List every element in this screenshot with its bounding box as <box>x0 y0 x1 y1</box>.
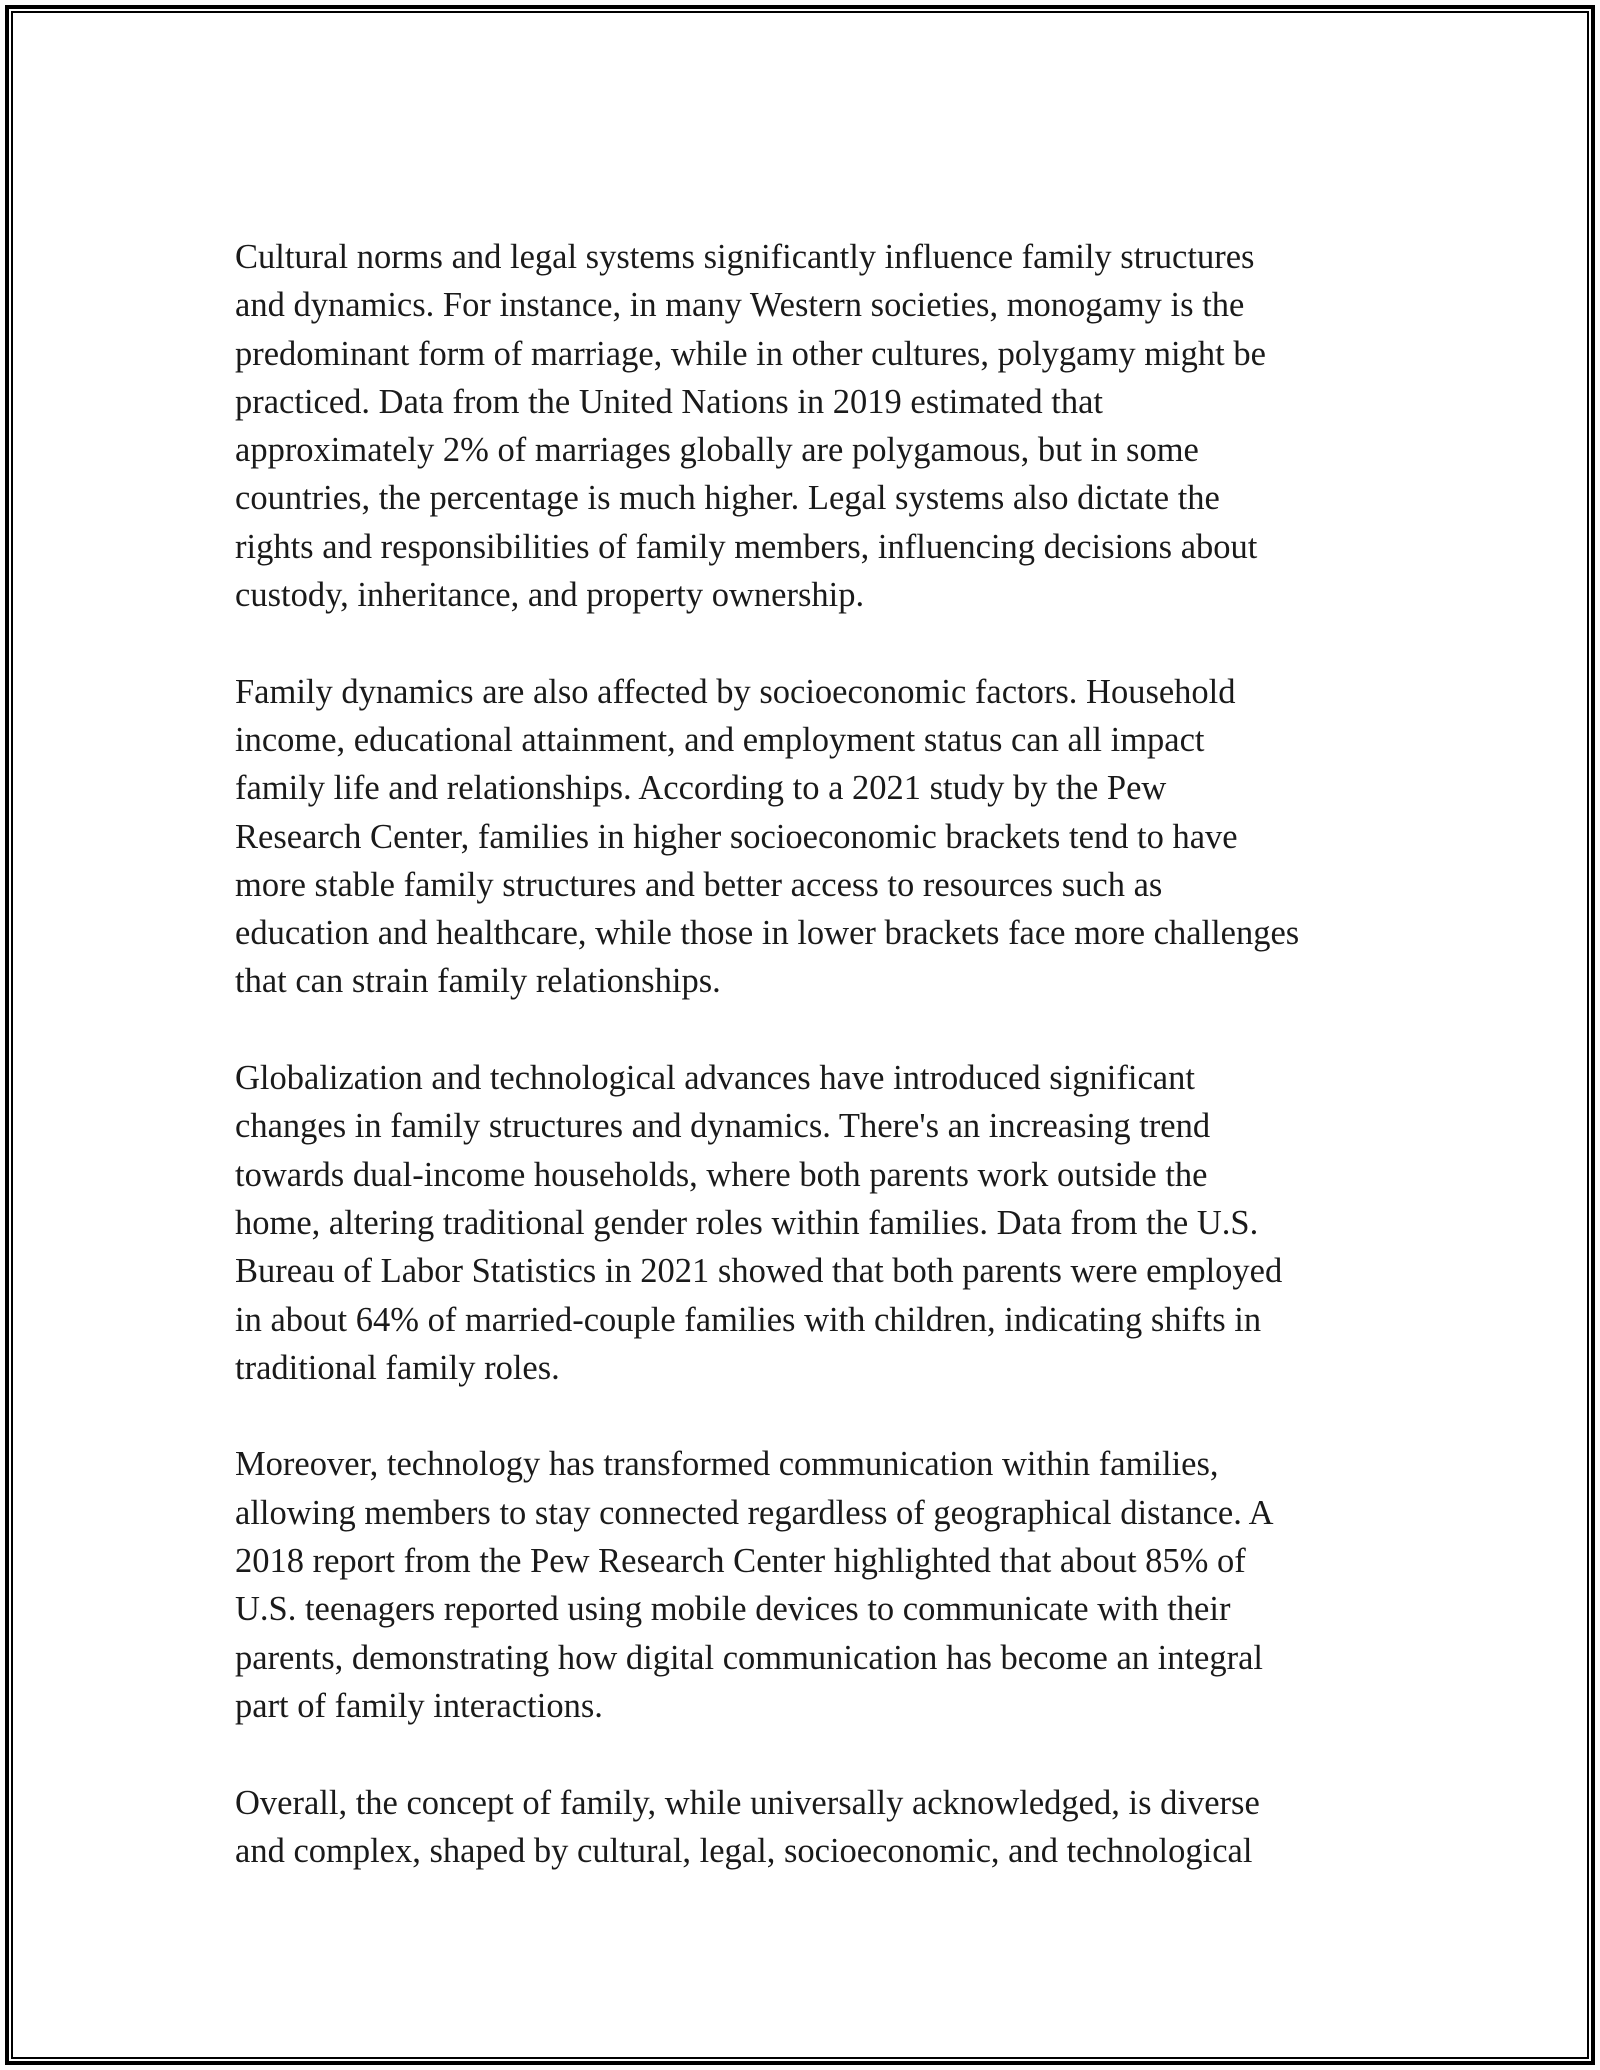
paragraph-socioeconomic <box>235 668 1405 1006</box>
text-line: countries, the percentage is much higher. Legal systems also dictate the <box>235 479 1220 518</box>
text-line: changes in family structures and dynamics. There's an increasing trend <box>235 1107 1211 1146</box>
text-line: 2018 report from the Pew Research Center highlighted that about 85% of <box>235 1542 1246 1581</box>
text-line: more stable family structures and better access to resources such as <box>235 865 1163 904</box>
text-line: education and healthcare, while those in lower brackets face more challenges <box>235 914 1300 953</box>
text-line: home, altering traditional gender roles within families. Data from the U.S. <box>235 1203 1259 1242</box>
text-line: Globalization and technological advances have introduced significant <box>235 1059 1195 1098</box>
text-line: allowing members to stay connected regardless of geographical distance. A <box>235 1493 1274 1532</box>
text-line: towards dual-income households, where both parents work outside the <box>235 1155 1208 1194</box>
paragraph-overall <box>235 1779 1405 1876</box>
text-line: custody, inheritance, and property ownership. <box>235 576 865 615</box>
text-line: Family dynamics are also affected by socioeconomic factors. Household <box>235 672 1236 711</box>
text-line: predominant form of marriage, while in other cultures, polygamy might be <box>235 334 1266 373</box>
text-line: Bureau of Labor Statistics in 2021 showed that both parents were employed <box>235 1252 1283 1291</box>
text-line: in about 64% of married-couple families with children, indicating shifts in <box>235 1300 1262 1339</box>
text-line: Cultural norms and legal systems significantly influence family structures <box>235 238 1255 276</box>
text-line: Overall, the concept of family, while universally acknowledged, is diverse <box>235 1783 1260 1822</box>
text-line: and complex, shaped by cultural, legal, socioeconomic, and technological <box>235 1831 1253 1870</box>
text-line: U.S. teenagers reported using mobile devices to communicate with their <box>235 1590 1231 1629</box>
text-line: and dynamics. For instance, in many Western societies, monogamy is the <box>235 286 1245 325</box>
text-line: rights and responsibilities of family members, influencing decisions about <box>235 527 1258 566</box>
text-line: Moreover, technology has transformed communication within families, <box>235 1445 1219 1484</box>
text-line: that can strain family relationships. <box>235 962 721 1001</box>
paragraph-globalization <box>235 1054 1405 1392</box>
text-line: approximately 2% of marriages globally are polygamous, but in some <box>235 431 1199 470</box>
text-line: parents, demonstrating how digital communication has become an integral <box>235 1638 1264 1677</box>
text-line: traditional family roles. <box>235 1348 560 1387</box>
paragraph-cultural-norms <box>235 233 1405 619</box>
text-line: practiced. Data from the United Nations in 2019 estimated that <box>235 382 1103 421</box>
paragraph-technology <box>235 1440 1405 1730</box>
document-body <box>235 233 1405 1923</box>
text-line: Research Center, families in higher socioeconomic brackets tend to have <box>235 817 1238 856</box>
text-line: part of family interactions. <box>235 1686 603 1725</box>
text-line: income, educational attainment, and employment status can all impact <box>235 720 1205 759</box>
text-line: family life and relationships. According to a 2021 study by the Pew <box>235 769 1167 808</box>
